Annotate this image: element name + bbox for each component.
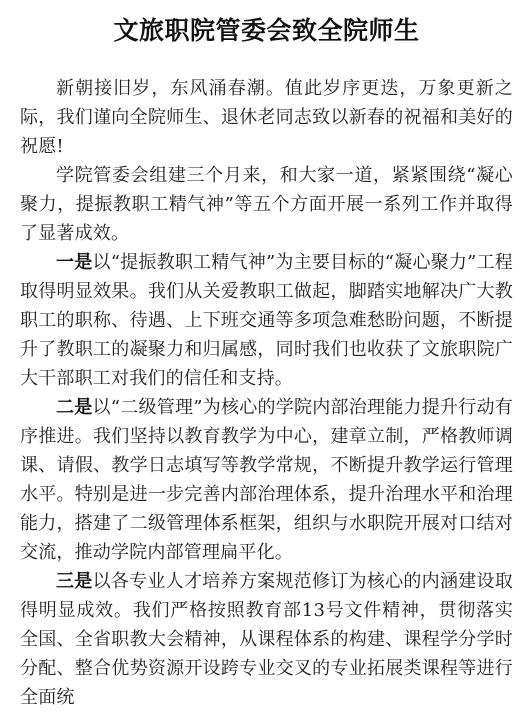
paragraph-4: [20, 393, 513, 567]
paragraph-3-lead: 一是: [56, 252, 93, 273]
paragraph-5: [20, 567, 513, 712]
paragraph-5-lead: 三是: [56, 571, 93, 592]
paragraph-2-text: 学院管委会组建三个月来，和大家一道，紧紧围绕“凝心聚力，提振教职工精气神”等五个方面开展一系列工作并取得了显著成效。: [20, 165, 513, 244]
paragraph-3: [20, 248, 513, 393]
paragraph-1-text: 新朝接旧岁，东风涌春潮。值此岁序更迭，万象更新之际，我们谨向全院师生、退休老同志致以新春的祝福和美好的祝愿!: [20, 78, 513, 157]
paragraph-1: [20, 74, 513, 161]
paragraph-4-text: 以“二级管理”为核心的学院内部治理能力提升行动有序推进。我们坚持以教育教学为中心，建章立制，严格教师调课、请假、教学日志填写等教学常规，不断提升教学运行管理水平。特别是进一步完善内部治理体系，提升治理水平和治理能力，搭建了二级管理体系框架，组织与水职院开展对口结对交流，推动学院内部管理扁平化。: [20, 397, 513, 563]
paragraph-2: [20, 161, 513, 248]
paragraph-5-text: 以各专业人才培养方案规范修订为核心的内涵建设取得明显成效。我们严格按照教育部13号文件精神，贯彻落实全国、全省职教大会精神，从课程体系的构建、课程学分学时分配、整合优势资源开设跨专业交叉的专业拓展类课程等进行全面统: [20, 571, 513, 708]
paragraph-4-lead: 二是: [56, 397, 93, 418]
document-title: 文旅职院管委会致全院师生: [113, 16, 420, 45]
paragraph-3-text: 以“提振教职工精气神”为主要目标的“凝心聚力”工程取得明显效果。我们从关爱教职工做起，脚踏实地解决广大教职工的职称、待遇、上下班交通等多项急难愁盼问题，不断提升了教职工的凝聚力和归属感，同时我们也收获了文旅职院广大干部职工对我们的信任和支持。: [20, 252, 513, 389]
